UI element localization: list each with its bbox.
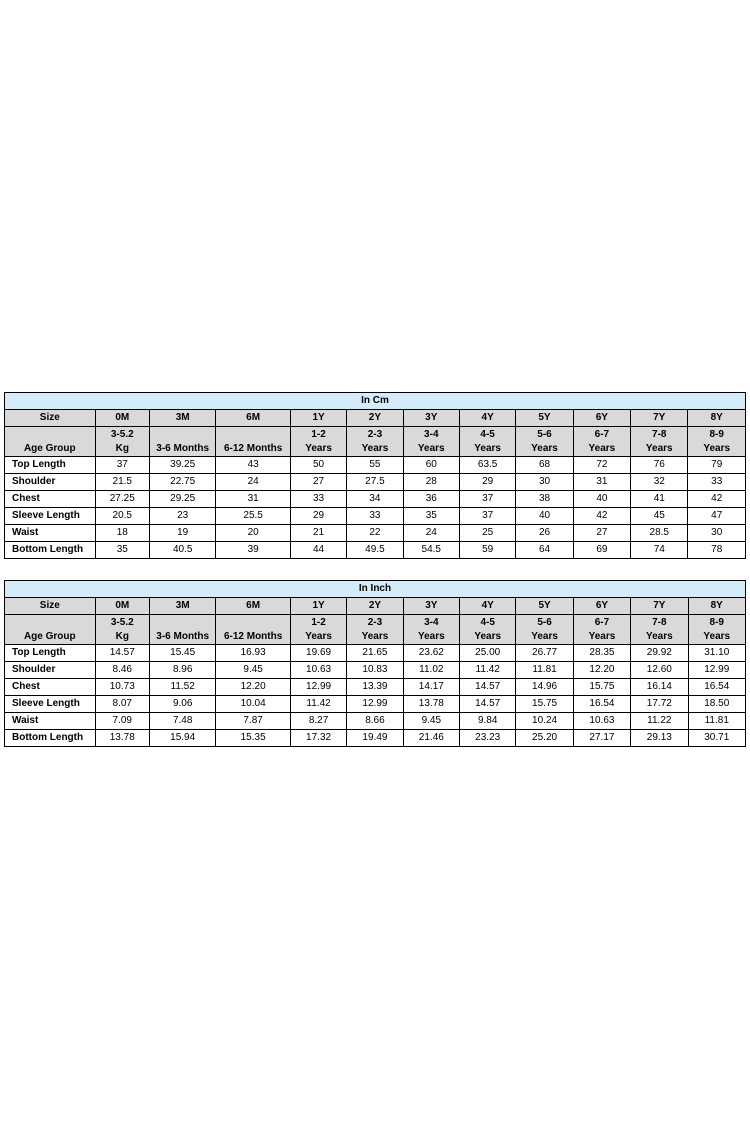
age-group-line2: 3-6 Months [156,443,210,454]
age-group-line1: 3-5.2 [110,429,134,440]
measurement-label: Bottom Length [5,542,96,559]
measurement-value: 37 [95,457,149,474]
measurement-row [5,474,746,491]
measurement-label: Top Length [5,457,96,474]
measurement-value: 68 [516,457,573,474]
measurement-value: 27 [573,525,630,542]
measurement-value: 29.13 [631,730,688,747]
measurement-value: 11.81 [516,662,573,679]
measurement-value: 33 [688,474,746,491]
size-header-cell: 2Y [347,598,403,615]
measurement-value: 25.00 [460,645,516,662]
measurement-value: 23 [149,508,215,525]
age-group-line1: 1-2 [311,429,326,440]
measurement-value: 47 [688,508,746,525]
measurement-value: 28 [403,474,459,491]
measurement-value: 10.63 [573,713,630,730]
age-group-cell [573,615,630,645]
measurement-value: 31 [216,491,290,508]
measurement-value: 27.17 [573,730,630,747]
size-header-cell: 5Y [516,598,573,615]
age-group-line2: Years [361,443,389,454]
age-group-line1: 8-9 [709,617,724,628]
measurement-value: 29.92 [631,645,688,662]
measurement-value: 39.25 [149,457,215,474]
measurement-value: 24 [403,525,459,542]
measurement-value: 43 [216,457,290,474]
age-group-cell [290,427,346,457]
age-group-cell [516,615,573,645]
measurement-value: 35 [403,508,459,525]
age-group-cell [459,427,515,457]
measurement-value: 13.78 [403,696,459,713]
size-chart-cm-table [4,392,746,559]
measurement-value: 10.04 [216,696,290,713]
age-group-line2: Years [305,631,332,642]
measurement-value: 63.5 [459,457,515,474]
measurement-value: 29 [290,508,346,525]
measurement-value: 78 [688,542,746,559]
age-group-line1: 8-9 [709,429,724,440]
measurement-value: 9.45 [403,713,459,730]
age-group-line2: 6-12 Months [223,631,283,642]
age-group-cell [347,427,403,457]
measurement-value: 34 [347,491,403,508]
measurement-value: 7.87 [216,713,290,730]
measurement-label: Sleeve Length [5,508,96,525]
measurement-value: 72 [573,457,630,474]
measurement-label: Chest [5,679,96,696]
age-group-cell [149,615,215,645]
measurement-value: 11.02 [403,662,459,679]
measurement-value: 12.99 [688,662,746,679]
measurement-value: 40 [573,491,630,508]
measurement-value: 40 [516,508,573,525]
size-header-cell: 6M [216,410,290,427]
measurement-value: 28.35 [573,645,630,662]
measurement-value: 10.83 [347,662,403,679]
measurement-value: 16.54 [573,696,630,713]
measurement-value: 17.72 [631,696,688,713]
age-group-cell [95,615,149,645]
table-title: In Inch [5,581,746,598]
measurement-value: 36 [403,491,459,508]
age-group-cell [631,615,688,645]
measurement-value: 27.25 [95,491,149,508]
measurement-value: 10.63 [290,662,346,679]
age-group-line2: Years [703,443,731,454]
measurement-label: Waist [5,525,96,542]
measurement-value: 41 [631,491,688,508]
measurement-value: 42 [688,491,746,508]
measurement-value: 22.75 [149,474,215,491]
measurement-value: 13.39 [347,679,403,696]
measurement-value: 20 [216,525,290,542]
age-group-line1: 5-6 [537,429,552,440]
size-header-cell: 3Y [403,410,459,427]
age-group-line2: 6-12 Months [223,443,283,454]
size-chart-inch-table [4,580,746,747]
size-header-cell: 3M [149,410,215,427]
measurement-value: 14.57 [460,679,516,696]
age-group-line1: 2-3 [367,617,383,628]
measurement-value: 7.09 [95,713,149,730]
size-header-cell: 3M [149,598,215,615]
measurement-value: 10.24 [516,713,573,730]
size-header-cell: 7Y [631,410,688,427]
age-group-line1: 2-3 [367,429,383,440]
age-group-line2: Years [305,443,332,454]
measurement-value: 12.20 [573,662,630,679]
measurement-label: Top Length [5,645,96,662]
age-group-line2: Years [588,443,616,454]
size-header-cell: 2Y [347,410,403,427]
age-group-cell [573,427,630,457]
measurement-value: 8.46 [95,662,149,679]
age-group-line1 [153,428,212,442]
measurement-value: 16.93 [216,645,290,662]
measurement-row [5,730,746,747]
measurement-row [5,508,746,525]
age-group-line2: Kg [115,443,129,454]
age-group-cell [688,427,746,457]
table-title: In Cm [5,393,746,410]
size-header-cell: 6Y [573,410,630,427]
size-header-cell: 1Y [290,598,346,615]
age-group-label: Age Group [5,615,96,645]
measurement-value: 22 [347,525,403,542]
measurement-value: 76 [631,457,688,474]
measurement-value: 44 [290,542,346,559]
size-header-cell: 5Y [516,410,573,427]
measurement-value: 19.49 [347,730,403,747]
measurement-label: Bottom Length [5,730,96,747]
size-header-label: Size [5,410,96,427]
age-group-line1: 4-5 [480,617,495,628]
age-group-line2: Years [531,631,558,642]
age-group-label: Age Group [5,427,96,457]
measurement-value: 35 [95,542,149,559]
age-group-cell [403,427,459,457]
age-group-line2: Years [474,631,502,642]
age-group-cell [216,427,290,457]
age-group-cell [516,427,573,457]
size-header-cell: 6M [216,598,290,615]
measurement-value: 39 [216,542,290,559]
age-group-line2: Years [417,631,445,642]
size-header-cell: 0M [95,598,149,615]
measurement-value: 33 [347,508,403,525]
measurement-value: 25.5 [216,508,290,525]
age-group-line2: Kg [115,631,129,642]
age-group-line2: Years [531,443,558,454]
measurement-value: 12.99 [347,696,403,713]
size-header-cell: 4Y [460,598,516,615]
measurement-value: 20.5 [95,508,149,525]
measurement-value: 23.23 [460,730,516,747]
measurement-value: 14.57 [460,696,516,713]
measurement-value: 49.5 [347,542,403,559]
measurement-value: 13.78 [95,730,149,747]
size-header-cell: 6Y [573,598,630,615]
measurement-value: 11.42 [460,662,516,679]
measurement-value: 10.73 [95,679,149,696]
measurement-row [5,679,746,696]
measurement-value: 28.5 [631,525,688,542]
measurement-value: 19.69 [290,645,346,662]
measurement-value: 24 [216,474,290,491]
measurement-value: 69 [573,542,630,559]
measurement-value: 38 [516,491,573,508]
table-title-row [5,393,746,410]
measurement-value: 42 [573,508,630,525]
measurement-value: 9.84 [460,713,516,730]
size-header-cell: 8Y [688,410,746,427]
measurement-value: 16.14 [631,679,688,696]
measurement-value: 8.07 [95,696,149,713]
measurement-label: Sleeve Length [5,696,96,713]
age-group-line2: Years [417,443,445,454]
measurement-value: 30 [688,525,746,542]
measurement-value: 12.60 [631,662,688,679]
measurement-value: 8.66 [347,713,403,730]
measurement-row [5,696,746,713]
age-group-line1: 1-2 [311,617,326,628]
measurement-row [5,457,746,474]
age-group-cell [631,427,688,457]
age-group-line1 [219,428,286,442]
measurement-value: 11.42 [290,696,346,713]
measurement-value: 29 [459,474,515,491]
age-group-row [5,427,746,457]
measurement-value: 9.45 [216,662,290,679]
age-group-line1: 4-5 [480,429,495,440]
age-group-cell [95,427,149,457]
measurement-value: 8.27 [290,713,346,730]
measurement-value: 12.99 [290,679,346,696]
age-group-line1: 7-8 [652,617,667,628]
age-group-line2: Years [703,631,731,642]
age-group-line1: 7-8 [652,429,667,440]
size-header-cell: 8Y [688,598,746,615]
age-group-line1 [219,616,286,630]
age-group-line2: Years [645,631,673,642]
measurement-value: 15.75 [573,679,630,696]
measurement-value: 40.5 [149,542,215,559]
measurement-value: 59 [459,542,515,559]
measurement-value: 37 [459,491,515,508]
measurement-label: Chest [5,491,96,508]
measurement-row [5,662,746,679]
age-group-line1: 5-6 [537,617,552,628]
size-header-cell: 7Y [631,598,688,615]
measurement-row [5,645,746,662]
measurement-value: 32 [631,474,688,491]
measurement-value: 31 [573,474,630,491]
age-group-row [5,615,746,645]
age-group-line2: Years [361,631,389,642]
age-group-line2: Years [588,631,616,642]
measurement-value: 15.75 [516,696,573,713]
measurement-value: 12.20 [216,679,290,696]
size-header-cell: 0M [95,410,149,427]
age-group-line1: 6-7 [594,429,610,440]
measurement-row [5,525,746,542]
measurement-value: 25.20 [516,730,573,747]
size-header-row [5,598,746,615]
measurement-value: 18 [95,525,149,542]
size-header-cell: 3Y [403,598,459,615]
measurement-value: 74 [631,542,688,559]
measurement-row [5,542,746,559]
measurement-row [5,491,746,508]
measurement-value: 15.45 [149,645,215,662]
age-group-line1: 3-4 [424,617,439,628]
measurement-value: 18.50 [688,696,746,713]
age-group-cell [688,615,746,645]
measurement-label: Shoulder [5,662,96,679]
measurement-value: 30.71 [688,730,746,747]
measurement-value: 19 [149,525,215,542]
measurement-value: 15.94 [149,730,215,747]
measurement-value: 37 [459,508,515,525]
age-group-line1 [153,616,212,630]
measurement-value: 7.48 [149,713,215,730]
measurement-value: 27.5 [347,474,403,491]
measurement-value: 21 [290,525,346,542]
measurement-value: 30 [516,474,573,491]
measurement-value: 11.22 [631,713,688,730]
measurement-value: 79 [688,457,746,474]
measurement-label: Waist [5,713,96,730]
measurement-value: 14.96 [516,679,573,696]
measurement-label: Shoulder [5,474,96,491]
size-header-row [5,410,746,427]
age-group-cell [403,615,459,645]
age-group-line1: 3-4 [424,429,439,440]
measurement-value: 54.5 [403,542,459,559]
measurement-value: 21.65 [347,645,403,662]
size-header-cell: 1Y [290,410,346,427]
measurement-value: 64 [516,542,573,559]
measurement-value: 14.57 [95,645,149,662]
measurement-value: 55 [347,457,403,474]
measurement-value: 27 [290,474,346,491]
measurement-value: 50 [290,457,346,474]
measurement-row [5,713,746,730]
measurement-value: 21.46 [403,730,459,747]
measurement-value: 9.06 [149,696,215,713]
size-header-cell: 4Y [459,410,515,427]
age-group-cell [460,615,516,645]
measurement-value: 45 [631,508,688,525]
measurement-value: 31.10 [688,645,746,662]
age-group-cell [216,615,290,645]
measurement-value: 25 [459,525,515,542]
measurement-value: 11.52 [149,679,215,696]
age-group-line1: 3-5.2 [110,617,134,628]
measurement-value: 15.35 [216,730,290,747]
measurement-value: 33 [290,491,346,508]
age-group-cell [290,615,346,645]
table-title-row [5,581,746,598]
measurement-value: 21.5 [95,474,149,491]
measurement-value: 26.77 [516,645,573,662]
measurement-value: 26 [516,525,573,542]
age-group-line2: Years [645,443,673,454]
age-group-line1: 6-7 [594,617,610,628]
measurement-value: 60 [403,457,459,474]
measurement-value: 17.32 [290,730,346,747]
measurement-value: 11.81 [688,713,746,730]
measurement-value: 16.54 [688,679,746,696]
age-group-cell [149,427,215,457]
measurement-value: 8.96 [149,662,215,679]
measurement-value: 23.62 [403,645,459,662]
age-group-line2: 3-6 Months [156,631,210,642]
size-header-label: Size [5,598,96,615]
measurement-value: 29.25 [149,491,215,508]
age-group-cell [347,615,403,645]
measurement-value: 14.17 [403,679,459,696]
age-group-line2: Years [474,443,501,454]
